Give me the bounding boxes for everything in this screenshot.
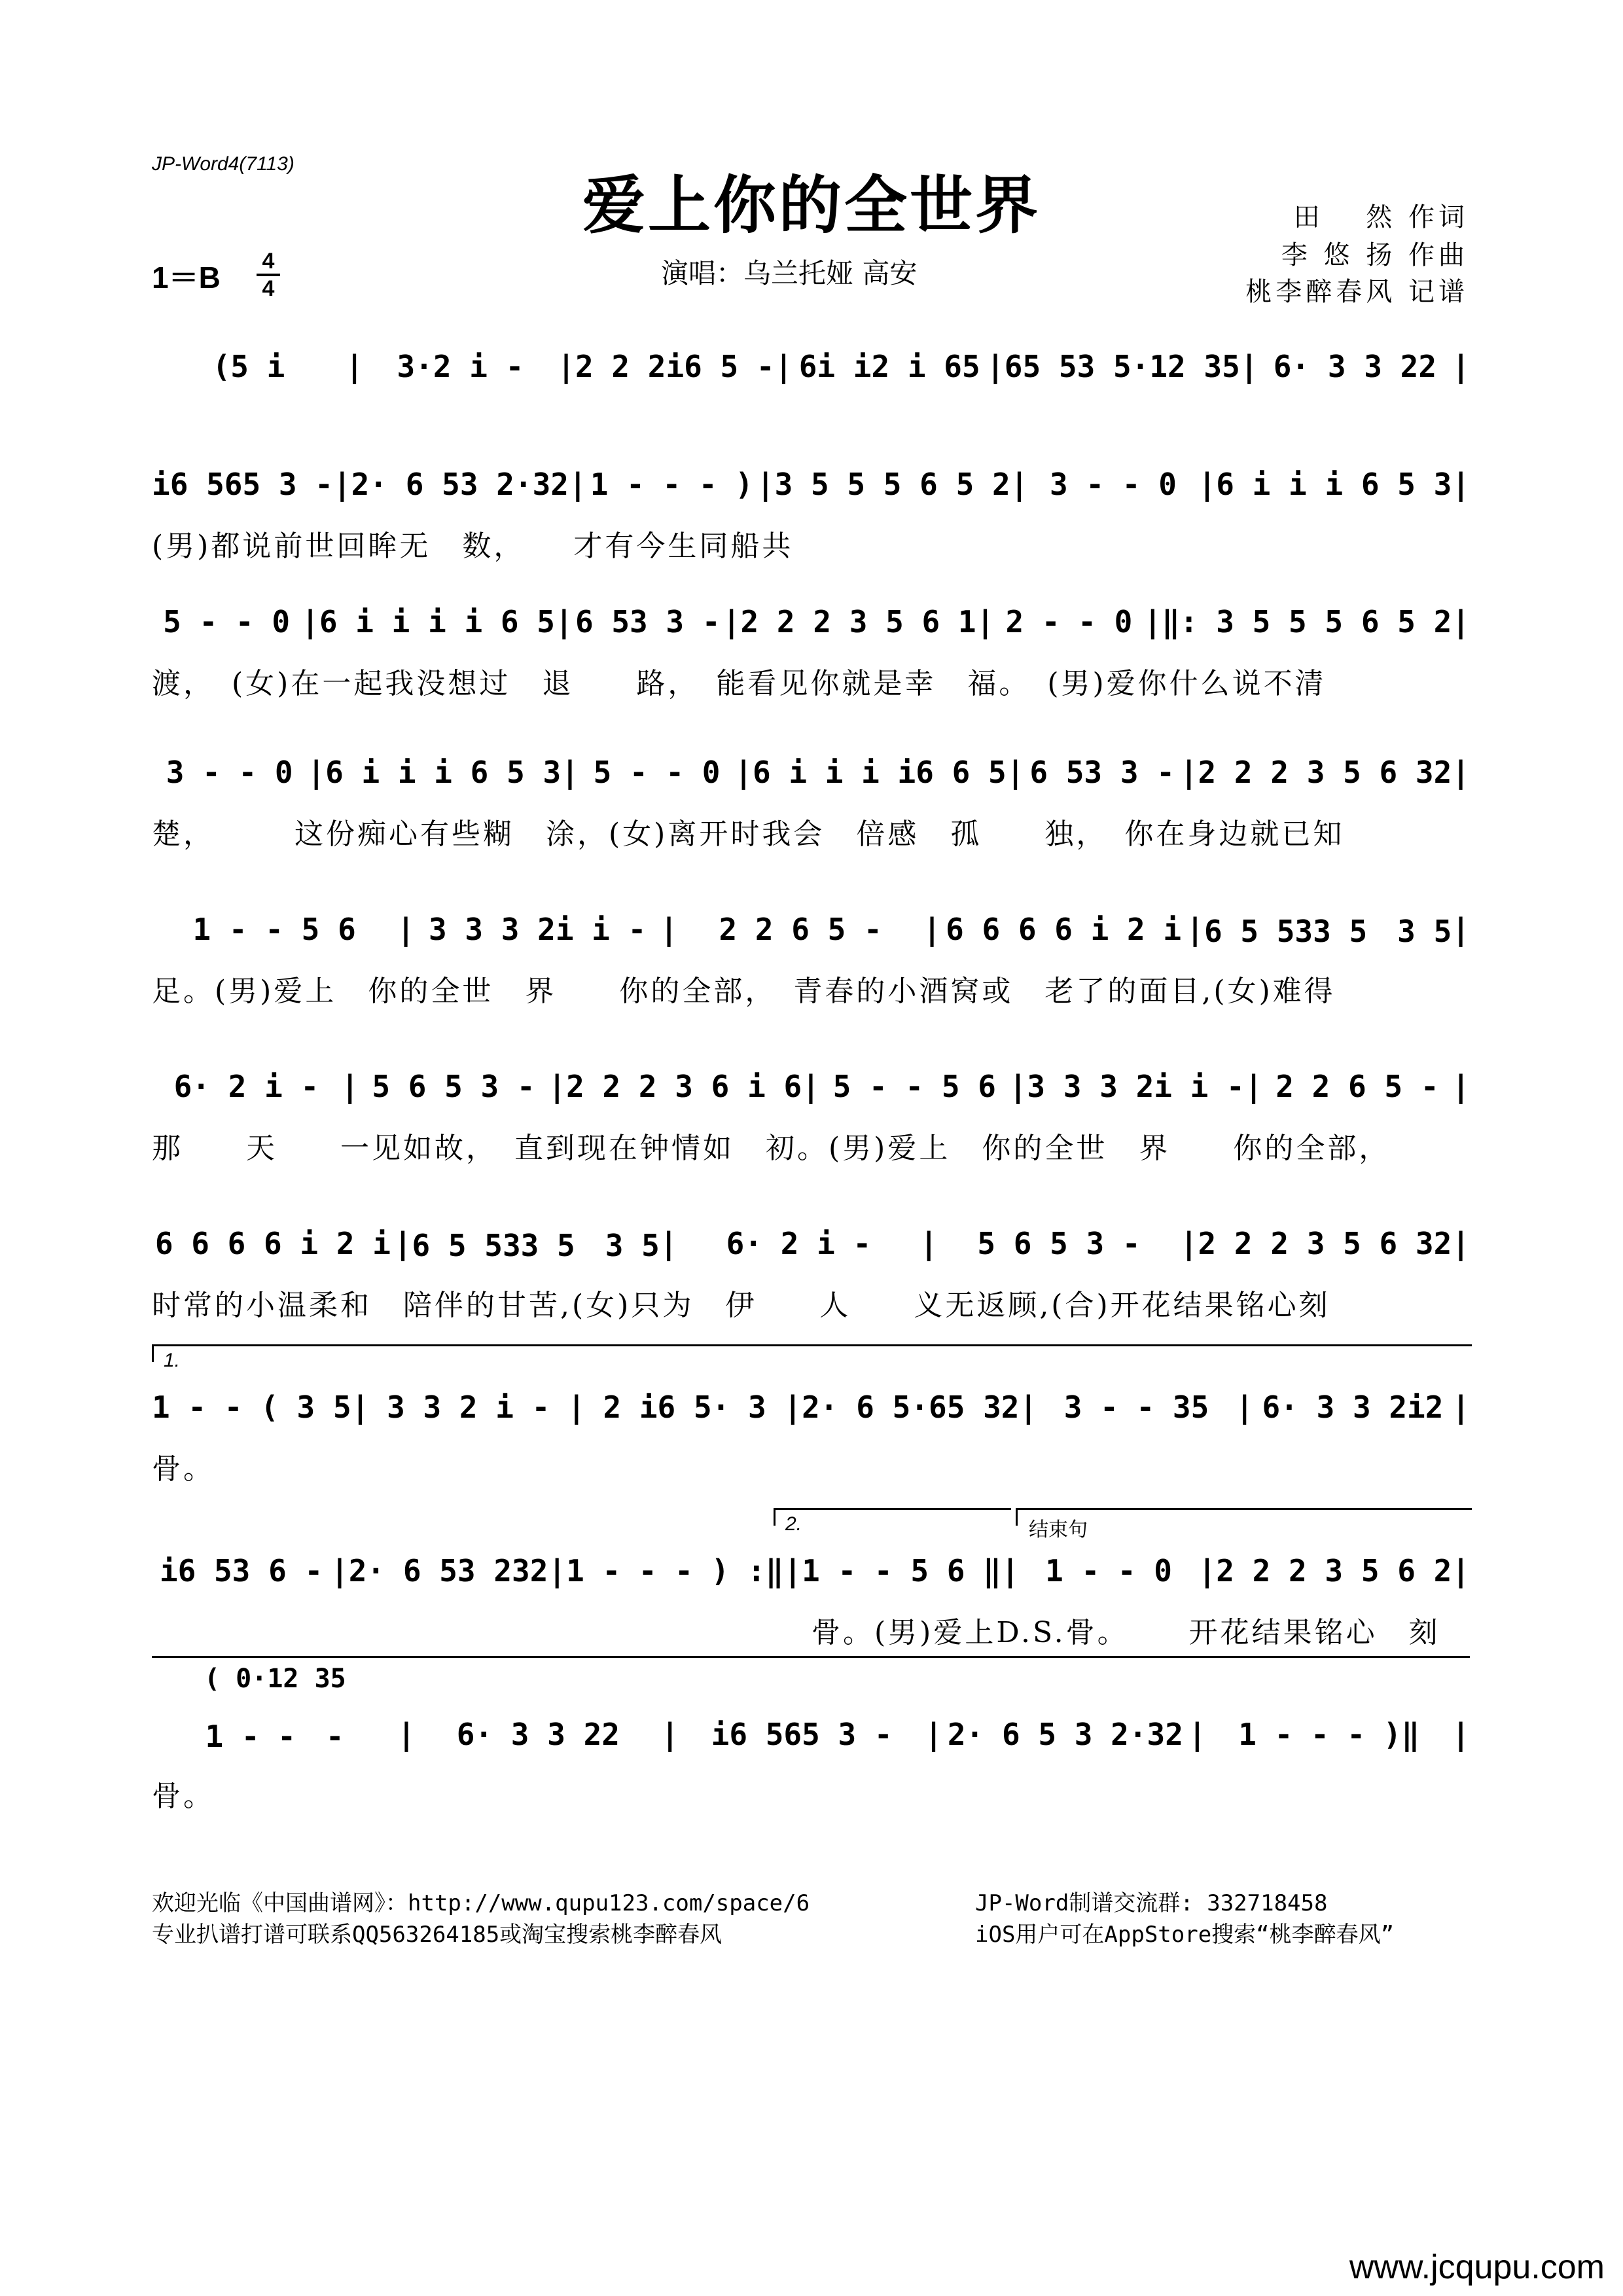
barline: |	[1198, 1553, 1217, 1588]
transcriber: 桃李醉春风 记谱	[1245, 277, 1469, 307]
measure: 2 2 2 3 5 6 2	[1216, 1553, 1452, 1588]
measure: 3 3 3 2i i -	[1027, 1069, 1245, 1104]
lyric-line: 骨。(男)爱上D.S.骨。 开花结果铭心 刻	[152, 1616, 1440, 1649]
measure: 65 53 5·12 35	[1004, 349, 1240, 384]
singers: 演唱：乌兰托娅 高安	[661, 257, 918, 289]
ending-bracket	[774, 1508, 1011, 1526]
measure: 6· 2 i -	[173, 1069, 319, 1104]
barline: |	[301, 604, 319, 639]
barline: |	[567, 1390, 586, 1425]
measure: 6 53 3 -	[575, 604, 721, 639]
notes-line	[152, 1060, 1470, 1113]
barline: |	[976, 604, 995, 639]
footer-left-1: 欢迎光临《中国曲谱网》：http://www.qupu123.com/space/6	[152, 1890, 810, 1916]
measure: 2 2 2 3 5 6 1	[740, 604, 976, 639]
measure: 1 - - - ) :‖	[566, 1553, 784, 1588]
barline: |	[756, 467, 775, 502]
notes-line	[152, 1708, 1470, 1761]
barline: |	[330, 1553, 349, 1588]
barline: |	[548, 1553, 567, 1588]
measure: 6· 3 3 22	[456, 1717, 620, 1752]
measure: 1 - - 5 6	[192, 912, 356, 947]
notes-line	[152, 1217, 1470, 1270]
measure: 2· 6 53 232	[348, 1553, 548, 1588]
measure: 6 6 6 6 i 2 i	[154, 1226, 391, 1261]
measure: 3 - - 35	[1063, 1390, 1209, 1425]
measure: 3 5 5 5 6 5 2	[774, 467, 1010, 502]
lyric-line: 时常的小温柔和 陪伴的甘苦,(女)只为 伊 人 义无返顾,(合)开花结果铭心刻	[152, 1289, 1330, 1322]
barline: |	[986, 349, 1005, 384]
measure: 3 - - 0	[166, 755, 293, 790]
barline: |	[802, 1069, 820, 1104]
measure: 5 - - 0	[593, 755, 721, 790]
measure: 1 - - 0	[1045, 1553, 1172, 1588]
key-signature: 1＝B	[152, 260, 221, 295]
barline: |	[1452, 912, 1470, 947]
barline: |	[1452, 1390, 1471, 1425]
measure: 6 i i i i 6 5	[319, 604, 555, 639]
measure: 3 3 3 2i i -	[428, 912, 647, 947]
barline: |	[1452, 755, 1470, 790]
barline: |	[561, 755, 579, 790]
measure: 6 i i i i6 6 5	[752, 755, 1007, 790]
measure: 6 5 533 5 3 5	[412, 1228, 660, 1263]
notes-line	[152, 458, 1470, 511]
lyric-line: (男)都说前世回眸无 数， 才有今生同船共	[152, 529, 794, 563]
barline: |	[1188, 1717, 1207, 1752]
system-bracket-line	[152, 1656, 1470, 1674]
barline: |	[1198, 467, 1217, 502]
measure: i6 565 3 -	[152, 467, 333, 502]
footer-left-2: 专业扒谱打谱可联系QQ563264185或淘宝搜索桃李醉春风	[152, 1922, 722, 1948]
barline: |	[660, 1717, 679, 1752]
measure: 6 i i i 6 5 3	[325, 755, 562, 790]
measure: 5 - - 5 6	[832, 1069, 996, 1104]
measure: 1 - - - )‖	[1238, 1717, 1420, 1752]
barline: |	[1452, 467, 1471, 502]
barline: |	[734, 755, 753, 790]
lyricist: 田 然 作词	[1293, 202, 1469, 232]
barline: |	[340, 1069, 359, 1104]
lyric-line: 足。(男)爱上 你的全世 界 你的全部， 青春的小酒窝或 老了的面目,(女)难得	[152, 975, 1336, 1008]
barline: |	[332, 467, 351, 502]
time-signature	[254, 249, 283, 301]
measure: 3 3 2 i -	[387, 1390, 550, 1425]
measure: 2 2 6 5 -	[1275, 1069, 1439, 1104]
lyric-line: 渡， (女)在一起我没想过 退 路， 能看见你就是幸 福。 (男)爱你什么说不清	[152, 667, 1327, 700]
barline: |	[924, 1717, 943, 1752]
barline: |	[569, 467, 587, 502]
footer-right-2: iOS用户可在AppStore搜索“桃李醉春风”	[975, 1922, 1395, 1948]
measure: 2· 6 5 3 2·32	[947, 1717, 1183, 1752]
barline: |	[1235, 1390, 1254, 1425]
measure: 2 2 2 3 5 6 32	[1198, 1226, 1452, 1261]
measure: 5 - - 0	[163, 604, 291, 639]
notes-line	[152, 1381, 1470, 1433]
measure: 1 - - 5 6 ‖	[802, 1553, 1001, 1588]
barline: |	[774, 349, 793, 384]
barline: |	[919, 1226, 938, 1261]
barline: |	[1452, 349, 1471, 384]
measure: 2· 6 53 2·32	[351, 467, 569, 502]
barline: |	[307, 755, 326, 790]
barline: |	[923, 912, 941, 947]
barline: |	[397, 1717, 416, 1752]
barline: |	[1240, 349, 1258, 384]
notes-line	[152, 1545, 1470, 1597]
measure: 6 53 3 -	[1029, 755, 1175, 790]
barline: |	[1452, 1226, 1470, 1261]
measure: ‖: 3 5 5 5 6 5 2	[1162, 604, 1452, 639]
notes-line	[152, 340, 1470, 393]
barline: |	[393, 1226, 412, 1261]
coda-label: 结束句	[1029, 1518, 1088, 1541]
measure: 5 6 5 3 -	[372, 1069, 535, 1104]
measure: 2 i6 5· 3	[603, 1390, 766, 1425]
measure: 1 - - -	[205, 1719, 344, 1754]
time-denominator: 4	[262, 276, 275, 301]
barline: |	[1008, 1069, 1027, 1104]
barline: |	[1001, 1553, 1020, 1588]
measure: (5 i	[212, 349, 285, 384]
measure: 2 2 2 3 5 6 32	[1198, 755, 1452, 790]
barline: |	[1452, 1069, 1471, 1104]
song-title: 爱上你的全世界	[582, 168, 1041, 242]
barline: |	[351, 1390, 370, 1425]
time-numerator: 4	[262, 249, 275, 274]
barline: |	[1019, 1390, 1038, 1425]
software-version: JP-Word4(7113)	[152, 153, 294, 175]
measure: 3·2 i -	[397, 349, 524, 384]
barline: |	[1186, 912, 1204, 947]
measure: i6 53 6 -	[159, 1553, 323, 1588]
ending-bracket	[152, 1344, 1472, 1362]
notes-line	[152, 903, 1470, 956]
measure: 2 2 2i6 5 -	[575, 349, 775, 384]
barline: |	[659, 1226, 678, 1261]
barline: |	[1244, 1069, 1263, 1104]
barline: |	[548, 1069, 567, 1104]
barline: |	[1452, 604, 1470, 639]
ending-label: 2.	[785, 1513, 802, 1535]
barline: |	[783, 1390, 802, 1425]
barline: |	[1010, 467, 1029, 502]
ending-label: 1.	[164, 1350, 181, 1371]
measure: 1 - - ( 3 5	[152, 1390, 351, 1425]
measure: 6· 3 3 22	[1273, 349, 1437, 384]
lyric-line: 骨。	[152, 1452, 215, 1486]
lyric-line: 那 天 一见如故， 直到现在钟情如 初。(男)爱上 你的全世 界 你的全部，	[152, 1132, 1391, 1165]
measure: 2· 6 5·65 32	[802, 1390, 1020, 1425]
composer: 李 悠 扬 作曲	[1281, 240, 1469, 270]
barline: |	[1179, 755, 1198, 790]
barline: |	[783, 1553, 802, 1588]
barline: |	[1143, 604, 1162, 639]
measure: 2 2 6 5 -	[719, 912, 882, 947]
barline: |	[1179, 1226, 1198, 1261]
measure: 2 - - 0	[1005, 604, 1133, 639]
watermark: www.jcqupu.com	[1349, 2248, 1605, 2286]
notes-line	[152, 746, 1470, 798]
barline: |	[660, 912, 678, 947]
barline: |	[397, 912, 415, 947]
footer-right-1: JP-Word制谱交流群: 332718458	[975, 1890, 1328, 1916]
barline: |	[722, 604, 741, 639]
measure: 6· 2 i -	[726, 1226, 872, 1261]
measure: 6· 3 3 2i2	[1262, 1390, 1444, 1425]
measure: 2 2 2 3 6 i 6	[566, 1069, 802, 1104]
measure: 1 - - - )	[590, 467, 753, 502]
barline: |	[554, 604, 573, 639]
notes-line	[152, 596, 1470, 648]
measure: 6i i2 i 65	[798, 349, 980, 384]
measure: 6 6 6 6 i 2 i	[946, 912, 1182, 947]
measure: 6 5 533 5 3 5	[1204, 914, 1452, 949]
lyric-line: 楚， 这份痴心有些糊 涂，(女)离开时我会 倍感 孤 独， 你在身边就已知	[152, 817, 1345, 851]
intro-bracket-notes: ( 0·12 35	[204, 1664, 346, 1694]
measure: i6 565 3 -	[711, 1717, 893, 1752]
barline: |	[1006, 755, 1025, 790]
barline: |	[345, 349, 364, 384]
lyric-line: 骨。	[152, 1780, 215, 1813]
barline: |	[1452, 1717, 1470, 1752]
barline: |	[1452, 1553, 1470, 1588]
measure: 6 i i i 6 5 3	[1216, 467, 1452, 502]
measure: 3 - - 0	[1050, 467, 1177, 502]
barline: |	[557, 349, 575, 384]
measure: 5 6 5 3 -	[977, 1226, 1141, 1261]
